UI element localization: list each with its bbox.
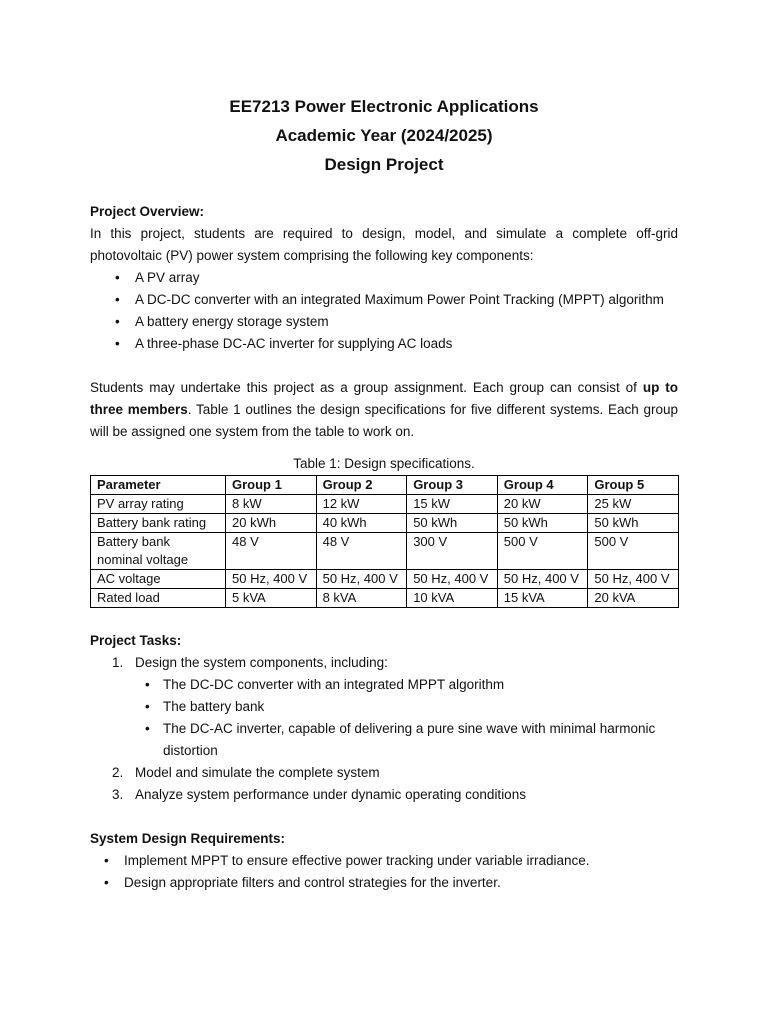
- table-cell: 50 Hz, 400 V: [316, 570, 407, 589]
- course-title: EE7213 Power Electronic Applications: [229, 97, 539, 116]
- table-header-cell: Parameter: [91, 476, 226, 495]
- table-row: [91, 514, 679, 533]
- task-text: Analyze system performance under dynamic operating conditions: [135, 787, 526, 802]
- table-cell: Battery bank rating: [91, 514, 226, 533]
- table-cell: 48 V: [226, 533, 317, 570]
- table-cell: 20 kVA: [588, 589, 679, 608]
- table-cell: 15 kW: [407, 495, 498, 514]
- group-text-part1: Students may undertake this project as a group assignment. Each group can consist of: [90, 380, 643, 395]
- table-cell: 40 kWh: [316, 514, 407, 533]
- table-cell: Battery bank nominal voltage: [91, 533, 226, 570]
- table-row: [91, 589, 679, 608]
- task-item: [112, 762, 678, 784]
- table-cell: Rated load: [91, 589, 226, 608]
- table-header-cell: Group 2: [316, 476, 407, 495]
- table-header-row: [91, 476, 679, 495]
- table-cell: 50 Hz, 400 V: [226, 570, 317, 589]
- document-title: [90, 92, 678, 179]
- task-item: [112, 652, 678, 762]
- list-item: • The battery bank: [163, 696, 678, 718]
- table-cell: 25 kW: [588, 495, 679, 514]
- requirements-heading: System Design Requirements:: [90, 831, 286, 846]
- task-number: 3.: [112, 787, 124, 802]
- table-cell: 12 kW: [316, 495, 407, 514]
- academic-year: Academic Year (2024/2025): [275, 126, 493, 145]
- task-sublist: [135, 674, 678, 762]
- list-item: • A battery energy storage system: [135, 311, 678, 333]
- table-cell: 5 kVA: [226, 589, 317, 608]
- design-spec-table: [90, 475, 679, 608]
- task-item: [112, 784, 678, 806]
- table-cell: 50 Hz, 400 V: [588, 570, 679, 589]
- table-header-cell: Group 1: [226, 476, 317, 495]
- table-cell: 15 kVA: [497, 589, 588, 608]
- table-cell: 50 kWh: [588, 514, 679, 533]
- table-cell: 300 V: [407, 533, 498, 570]
- table-cell: 8 kVA: [316, 589, 407, 608]
- table-cell: 50 kWh: [407, 514, 498, 533]
- table-row: [91, 570, 679, 589]
- table-cell: 50 Hz, 400 V: [497, 570, 588, 589]
- table-row: [91, 533, 679, 570]
- task-number: 1.: [112, 655, 124, 670]
- table-cell: 10 kVA: [407, 589, 498, 608]
- overview-paragraph: In this project, students are required to design, model, and simulate a complete off-grid photovoltaic (PV) power system comprising the following key components:: [90, 226, 678, 263]
- table-header-cell: Group 3: [407, 476, 498, 495]
- list-item: • Implement MPPT to ensure effective power tracking under variable irradiance.: [124, 850, 678, 872]
- task-list: [90, 652, 678, 806]
- list-item: • The DC-DC converter with an integrated MPPT algorithm: [163, 674, 678, 696]
- table-cell: 20 kW: [497, 495, 588, 514]
- group-paragraph: [90, 377, 678, 443]
- document-page: [90, 92, 678, 894]
- list-item: • A DC-DC converter with an integrated Maximum Power Point Tracking (MPPT) algorithm: [135, 289, 678, 311]
- project-title: Design Project: [324, 155, 444, 174]
- task-number: 2.: [112, 765, 124, 780]
- table-cell: 50 kWh: [497, 514, 588, 533]
- task-text: Design the system components, including:: [135, 655, 388, 670]
- group-size-emphasis: up to three members: [90, 380, 678, 417]
- table-cell: 50 Hz, 400 V: [407, 570, 498, 589]
- table-cell: PV array rating: [91, 495, 226, 514]
- list-item: • The DC-AC inverter, capable of delivering a pure sine wave with minimal harmonic distortion: [163, 718, 678, 762]
- table-cell: 8 kW: [226, 495, 317, 514]
- list-item: • Design appropriate filters and control strategies for the inverter.: [124, 872, 678, 894]
- requirements-list: [90, 850, 678, 894]
- table-cell: 20 kWh: [226, 514, 317, 533]
- table-cell: 500 V: [497, 533, 588, 570]
- table-header-cell: Group 5: [588, 476, 679, 495]
- table-cell: 48 V: [316, 533, 407, 570]
- list-item: • A three-phase DC-AC inverter for supplying AC loads: [135, 333, 678, 355]
- group-text-part2: . Table 1 outlines the design specifications for five different systems. Each group will be assigned one system from the table to work on.: [90, 402, 678, 439]
- table-caption: Table 1: Design specifications.: [293, 456, 475, 471]
- table-cell: AC voltage: [91, 570, 226, 589]
- table-row: [91, 495, 679, 514]
- task-text: Model and simulate the complete system: [135, 765, 380, 780]
- table-header-cell: Group 4: [497, 476, 588, 495]
- overview-heading: Project Overview:: [90, 204, 205, 219]
- table-cell: 500 V: [588, 533, 679, 570]
- list-item: • A PV array: [135, 267, 678, 289]
- component-list: [90, 267, 678, 355]
- tasks-heading: Project Tasks:: [90, 633, 182, 648]
